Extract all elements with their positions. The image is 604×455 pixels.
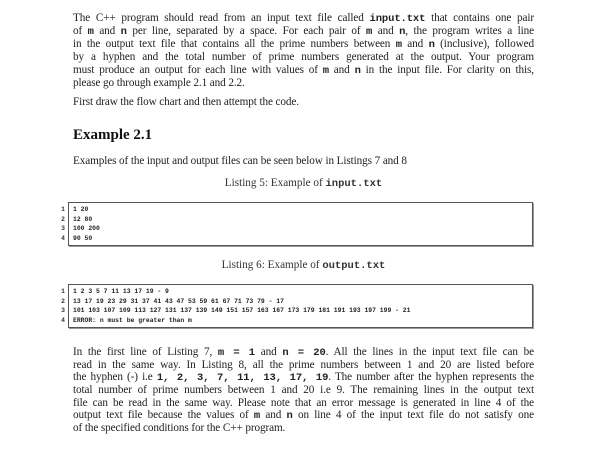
line-number: 4 <box>61 234 65 242</box>
line-number: 4 <box>61 316 65 324</box>
text-segment: The C++ program should read from an input text file called <box>73 12 370 24</box>
text-line <box>73 359 534 372</box>
inline-code: m <box>322 65 329 77</box>
text-segment: please go through example 2.1 and 2.2. <box>73 77 245 89</box>
text-line <box>73 422 534 435</box>
code-line <box>61 297 532 307</box>
code-text: 13 17 19 23 29 31 37 41 43 47 53 59 61 67 71 73 79 - 17 <box>73 297 284 305</box>
inline-code: n <box>354 65 361 77</box>
inline-code: m <box>87 26 94 38</box>
text-segment: must produce an output for each line with values of <box>73 64 323 76</box>
code-text: ERROR: n must be greater than m <box>73 316 192 324</box>
text-line <box>73 38 534 51</box>
text-line <box>73 155 534 168</box>
inline-code: input.txt <box>369 13 426 25</box>
text-segment: in the input file. For clarity on this, <box>360 64 535 76</box>
text-segment: and <box>260 409 287 422</box>
text-line <box>73 64 534 77</box>
intro-paragraph <box>73 12 534 90</box>
text-segment: on line 4 of the input text file do not satisfy one <box>292 409 534 422</box>
text-line <box>73 77 534 90</box>
inline-code: n = 20 <box>282 347 326 359</box>
line-number: 3 <box>61 225 65 232</box>
caption-filename: input.txt <box>325 178 383 190</box>
code-line <box>61 234 532 244</box>
code-text: 90 50 <box>73 234 93 242</box>
text-segment: Examples of the input and output files can be seen below in Listings 7 and 8 <box>73 155 407 167</box>
text-line <box>73 384 534 397</box>
listing-5-caption <box>73 177 534 191</box>
text-segment: of the specified conditions for the C++ program. <box>73 422 286 435</box>
text-segment: First draw the flow chart and then attempt the code. <box>73 96 299 108</box>
listing-6-code-block <box>61 284 533 328</box>
line-number: 2 <box>61 215 65 223</box>
text-segment: read in the same way. In Listing 8, all the prime numbers between 1 and 20 are listed before <box>73 358 534 371</box>
text-segment: In the first line of Listing 7, <box>73 346 218 358</box>
text-segment: total number of prime numbers between 1 and 20 i.e 9. The remaining lines in the output text <box>73 384 534 397</box>
examples-intro-paragraph <box>73 155 534 168</box>
text-line <box>73 371 534 384</box>
text-segment: and <box>255 346 283 358</box>
inline-code: n <box>428 39 435 51</box>
text-segment: . All the lines in the input text file can be <box>325 346 534 358</box>
text-line <box>73 96 534 109</box>
text-line <box>73 409 534 422</box>
text-line <box>73 51 534 64</box>
code-text: 12 80 <box>73 215 93 223</box>
instruction-paragraph <box>73 96 534 109</box>
section-heading: Example 2.1 <box>73 127 153 143</box>
explanation-paragraph <box>73 346 534 435</box>
code-line <box>61 224 532 234</box>
inline-code: n <box>120 26 127 38</box>
code-line <box>61 306 532 316</box>
code-text: 1 2 3 5 7 11 13 17 19 - 9 <box>73 288 169 295</box>
line-number: 1 <box>61 288 65 295</box>
code-line <box>61 316 532 326</box>
listing-6-caption <box>73 259 534 273</box>
text-segment: in the output text file that contains all the prime numbers between <box>73 38 396 50</box>
code-text: 1 20 <box>73 206 89 213</box>
inline-code: m <box>395 39 402 51</box>
inline-code: m <box>253 410 261 423</box>
text-line <box>73 397 534 410</box>
text-segment: by a hyphen and the total number of prime numbers generated at the output. Your program <box>73 51 534 63</box>
inline-code: 1, 2, 3, 7, 11, 13, 17, 19 <box>156 372 329 385</box>
text-segment: . The number after the hyphen represents the <box>328 371 535 384</box>
text-line <box>73 346 534 359</box>
text-line <box>73 25 534 38</box>
inline-code: m <box>366 26 373 38</box>
text-segment: and <box>93 25 121 37</box>
text-segment: (inclusive), followed <box>434 38 534 50</box>
caption-prefix: Listing 6: Example of <box>221 259 323 271</box>
line-number: 3 <box>61 307 65 314</box>
inline-code: n <box>399 26 406 38</box>
text-segment: the hyphen (-) i.e <box>73 371 157 384</box>
inline-code: n <box>286 410 293 423</box>
text-segment: per line, separated by a space. For each pair of <box>126 25 367 37</box>
caption-prefix: Listing 5: Example of <box>224 177 326 189</box>
code-line <box>61 287 532 297</box>
line-number: 2 <box>61 297 65 305</box>
text-segment: that contains one pair <box>425 12 534 24</box>
text-segment: , the program writes a line <box>405 25 534 37</box>
code-text: 101 103 107 109 113 127 131 137 139 149 151 157 163 167 173 179 181 191 193 197 199 - 21 <box>73 307 411 314</box>
line-number: 1 <box>61 206 65 213</box>
caption-filename: output.txt <box>322 260 386 272</box>
text-line <box>73 12 534 25</box>
text-segment: output text file because the values of <box>73 409 254 422</box>
text-segment: and <box>401 38 429 50</box>
listing-5-code-block <box>61 202 533 246</box>
code-line <box>61 215 532 225</box>
text-segment: and <box>372 25 400 37</box>
text-segment: file can be read in the same way. Please note that an error message is generated in line 4 of the <box>73 396 534 409</box>
code-line <box>61 205 532 215</box>
text-segment: of <box>73 25 88 37</box>
code-text: 100 200 <box>73 225 100 232</box>
document-page <box>61 12 535 435</box>
inline-code: m = 1 <box>217 347 255 359</box>
text-segment: and <box>328 64 355 76</box>
